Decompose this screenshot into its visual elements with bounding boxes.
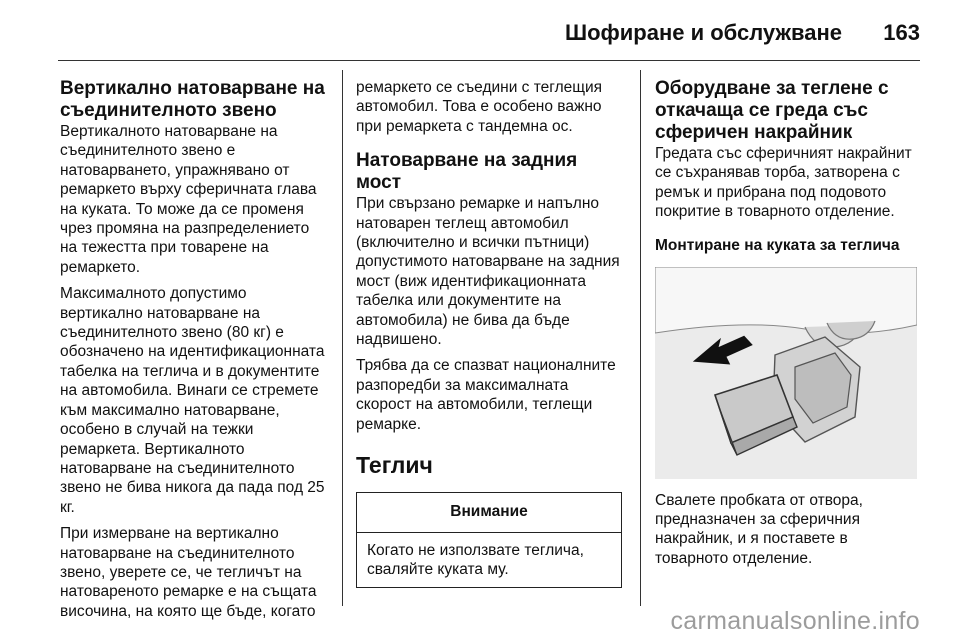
column-2	[356, 78, 624, 588]
section-heading-tow-bar: Теглич	[356, 452, 433, 479]
tow-hook-cap-removal-icon	[655, 267, 917, 479]
subheading-mounting: Монтиране на куката за теглича	[655, 236, 900, 254]
column-divider-1	[342, 70, 343, 606]
paragraph: При свързано ремарке и напълно натоварен теглещ автомобил (включително и всички пътници) допустимото натоварване на задния мост (виж идентификационната табелка или документите на автомобила) не бива да бъде надвишено.	[356, 195, 620, 349]
paragraph: При измерване на вертикално натоварване на съединителното звено, уверете се, че тегличът на натовареното ремарке е на същата височина, на която ще бъде, когато	[60, 525, 317, 620]
section-heading-rear-axle: Натоварване на задния мост	[356, 150, 578, 194]
paragraph: Гредата със сферичният накрайнит се съхранявав торба, затворена с ремък и прибрана под подовото покритие в товарното отделение.	[655, 145, 912, 221]
section-heading-vertical-load: Вертикално натоварване на съединителното звено	[60, 78, 325, 121]
header-divider	[58, 60, 920, 61]
page-header	[0, 0, 960, 62]
column-3	[655, 78, 923, 575]
warning-text: Когато не използвате теглича, сваляйте куката му.	[367, 541, 584, 578]
warning-title: Внимание	[357, 493, 621, 532]
page-number: 163	[883, 20, 920, 45]
page-title: Шофиране и обслужване	[564, 20, 842, 45]
warning-box	[356, 492, 622, 588]
paragraph: ремаркето се съедини с теглещия автомобил. Това е особено важно при ремаркета с тандемна ос.	[356, 79, 603, 135]
column-divider-2	[640, 70, 641, 606]
section-heading-towing-equipment: Оборудване за теглене с откачаща се греда със сферичен накрайник	[655, 78, 889, 143]
column-1	[60, 78, 328, 628]
paragraph: Трябва да се спазват националните разпоредби за максималната скорост на автомобили, теглещи ремарке.	[356, 357, 616, 433]
watermark: carmanualsonline.info	[670, 607, 920, 635]
figure-caption: Свалете пробката от отвора, предназначен за сферичния накрайник, и я поставете в товарното отделение.	[655, 491, 863, 567]
paragraph: Максималното допустимо вертикално натоварване на съединителното звено (80 кг) е обозначено на идентификационната табелка на теглича и в документите на автомобила. Винаги се стремете към максимално натоварване, особено в случай на тежки ремаркета. Вертикалното натоварване на съединителното звено не бива никога да пада под 25 кг.	[60, 285, 325, 516]
paragraph: Вертикалното натоварване на съединителното звено е натоварването, упражнявано от ремаркето върху сферичната глава на куката. То може да се променя чрез промяна на разпределението на тежестта при товарене на ремаркето.	[60, 123, 317, 276]
